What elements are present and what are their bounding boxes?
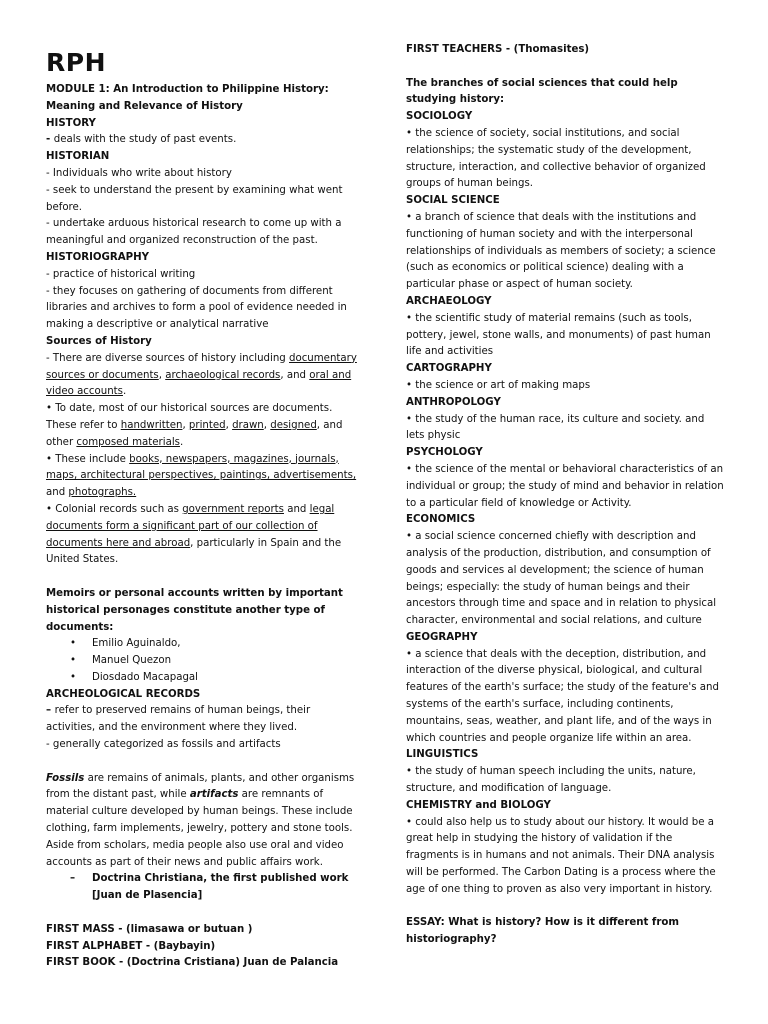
branch-name: SOCIAL SCIENCE: [406, 195, 500, 207]
fossils-paragraph: [46, 771, 358, 872]
first-alphabet: FIRST ALPHABET - (Baybayin): [46, 940, 216, 952]
branch-name: ECONOMICS: [406, 514, 476, 526]
text-run: • To date, most of our historical sources are documents. These refer to: [46, 403, 333, 431]
archeological-line: - generally categorized as fossils and artifacts: [46, 739, 281, 751]
spacer: [46, 905, 358, 922]
history-heading: HISTORY: [46, 117, 96, 129]
historian-heading: HISTORIAN: [46, 151, 110, 163]
archeological-heading: ARCHEOLOGICAL RECORDS: [46, 688, 201, 700]
branch-name: PSYCHOLOGY: [406, 447, 483, 459]
artifacts-term: artifacts: [189, 789, 239, 801]
left-column: [46, 0, 358, 972]
branch-name: ANTHROPOLOGY: [406, 396, 501, 408]
text-run: are remains of animals, plants, and other organisms from the distant past, while: [46, 772, 355, 801]
branch-text: • a branch of science that deals with the institutions and functioning of human society and with the interpersonal relationships of individuals as members of society; a science (such as economics or political science) dealing with a particular phase or aspect of human society.: [406, 211, 716, 291]
underlined-term: books, newspapers, magazines, journals, maps, architectural perspectives, paintings, advertisements,: [46, 453, 357, 482]
text-run: ,: [225, 419, 233, 431]
text-run: .: [179, 436, 184, 448]
underlined-term: drawn: [232, 419, 264, 431]
first-mass: FIRST MASS - (limasawa or butuan ): [46, 923, 253, 935]
right-column: [406, 42, 724, 949]
branches-heading: The branches of social sciences that could help studying history:: [406, 77, 678, 106]
text-run: , and: [280, 369, 310, 381]
history-definition: [46, 132, 358, 149]
first-book: FIRST BOOK - (Doctrina Cristiana) Juan de Palancia: [46, 957, 339, 969]
history-text: deals with the study of past events.: [53, 134, 237, 146]
list-item: • Manuel Quezon: [46, 653, 358, 670]
dash-mark: –: [46, 705, 55, 717]
dash-mark: -: [46, 134, 54, 146]
branch-text: • the science of society, social institutions, and social relationships; the systematic study of the development, structure, interaction, and collective behavior of organized groups of human beings.: [406, 127, 706, 190]
branch-text: • the study of the human race, its culture and society. and lets physic: [406, 413, 705, 442]
underlined-term: oral and video accounts: [46, 369, 352, 398]
underlined-term: designed: [270, 419, 317, 431]
branch-text: • the science or art of making maps: [406, 379, 591, 391]
dash-mark: –: [70, 873, 76, 885]
branch-name: ARCHAEOLOGY: [406, 295, 492, 307]
spacer: [406, 899, 724, 916]
doctrina-text: Doctrina Christiana, the first published work [Juan de Plasencia]: [92, 873, 349, 902]
spacer: [46, 569, 358, 586]
first-teachers: FIRST TEACHERS - (Thomasites): [406, 44, 590, 55]
text-run: .: [122, 386, 127, 398]
spacer: [406, 59, 724, 76]
text-run: , and other: [46, 419, 343, 448]
underlined-term: archaeological records: [165, 369, 281, 381]
document-title: RPH: [46, 48, 106, 77]
list-item: • Diosdado Macapagal: [46, 670, 358, 687]
underlined-term: photographs.: [68, 487, 137, 499]
text-run: are remnants of material culture developed by human beings. These include clothing, farm implements, jewelry, pottery and stone tools. Aside from scholars, media people also use oral and video accounts as part of their news and public affairs work.: [46, 789, 353, 868]
branch-name: LINGUISTICS: [406, 749, 479, 761]
historiography-heading: HISTORIOGRAPHY: [46, 251, 150, 263]
branch-name: SOCIOLOGY: [406, 111, 473, 123]
sources-heading: Sources of History: [46, 335, 152, 347]
underlined-term: documentary sources or documents: [46, 352, 357, 381]
branch-text: • a social science concerned chiefly with description and analysis of the production, distribution, and consumption of goods and services al development; the science of human beings; especially: the study of human beings and their ancestors through time and space and in relation to physical character, environmental and social relations, and culture: [406, 531, 717, 627]
historian-line: - seek to understand the present by examining what went before.: [46, 184, 343, 213]
module-title: MODULE 1: An Introduction to Philippine History: Meaning and Relevance of History: [46, 84, 329, 112]
text-run: and: [283, 503, 310, 515]
branch-text: • the study of human speech including the units, nature, structure, and modification of language.: [406, 766, 696, 795]
branch-text: • could also help us to study about our history. It would be a great help in studying the history of validation if the fragments is in humans and not animals. Their DNA analysis will be performed. The Carbon Dating is a process where the age of one thing to proven as also very important in history.: [406, 816, 716, 895]
memoirs-heading: Memoirs or personal accounts written by important historical personages constitute another type of documents:: [46, 587, 343, 633]
historian-line: - Individuals who write about history: [46, 167, 232, 179]
text-run: and: [46, 487, 69, 499]
archeological-definition: [46, 703, 358, 737]
text-run: • These include: [46, 453, 130, 465]
essay-prompt: ESSAY: What is history? How is it different from historiography?: [406, 917, 679, 946]
list-item: • Emilio Aguinaldo,: [46, 636, 358, 653]
branch-text: • the scientific study of material remains (such as tools, pottery, jewel, stone walls, and monuments) of past human life and activities: [406, 312, 711, 358]
text-run: ,: [263, 419, 271, 431]
historian-line: - undertake arduous historical research to come up with a meaningful and organized reconstruction of the past.: [46, 218, 342, 247]
sources-paragraph: [46, 401, 358, 451]
branch-text: • a science that deals with the deception, distribution, and interaction of the diverse physical, biological, and cultural features of the earth's surface; the study of the feature's and systems of the earth's surface, including continents, mountains, seas, weather, and plant life, and of the ways in which countries and people organize life within an area.: [406, 648, 719, 744]
text-run: refer to preserved remains of human beings, their activities, and the environment where they lived.: [46, 705, 311, 734]
sources-paragraph: [46, 502, 358, 569]
underlined-term: printed: [188, 419, 226, 431]
spacer: [46, 754, 358, 771]
branch-name: CHEMISTRY and BIOLOGY: [406, 799, 551, 811]
underlined-term: composed materials: [76, 436, 180, 448]
text-run: • Colonial records such as: [46, 503, 183, 515]
underlined-term: government reports: [182, 503, 284, 515]
historiography-line: - practice of historical writing: [46, 268, 196, 280]
fossils-term: Fossils: [46, 772, 85, 784]
text-run: ,: [158, 369, 166, 381]
historiography-line: - they focuses on gathering of documents from different libraries and archives to form a pool of evidence needed in making a descriptive or analytical narrative: [46, 285, 347, 331]
branch-name: GEOGRAPHY: [406, 631, 478, 643]
underlined-term: handwritten: [120, 419, 183, 431]
sources-paragraph: [46, 452, 358, 502]
branch-name: CARTOGRAPHY: [406, 363, 492, 375]
text-run: , particularly in Spain and the United States.: [46, 537, 342, 566]
sources-paragraph: [46, 351, 358, 401]
doctrina-item: [46, 871, 358, 905]
text-run: - There are diverse sources of history including: [46, 352, 289, 364]
text-run: ,: [182, 419, 189, 431]
branch-text: • the science of the mental or behavioral characteristics of an individual or group; the study of mind and behavior in relation to a particular field of knowledge or Activity.: [406, 463, 724, 509]
underlined-term: legal documents form a significant part of our collection of documents here and abroad: [46, 503, 335, 549]
